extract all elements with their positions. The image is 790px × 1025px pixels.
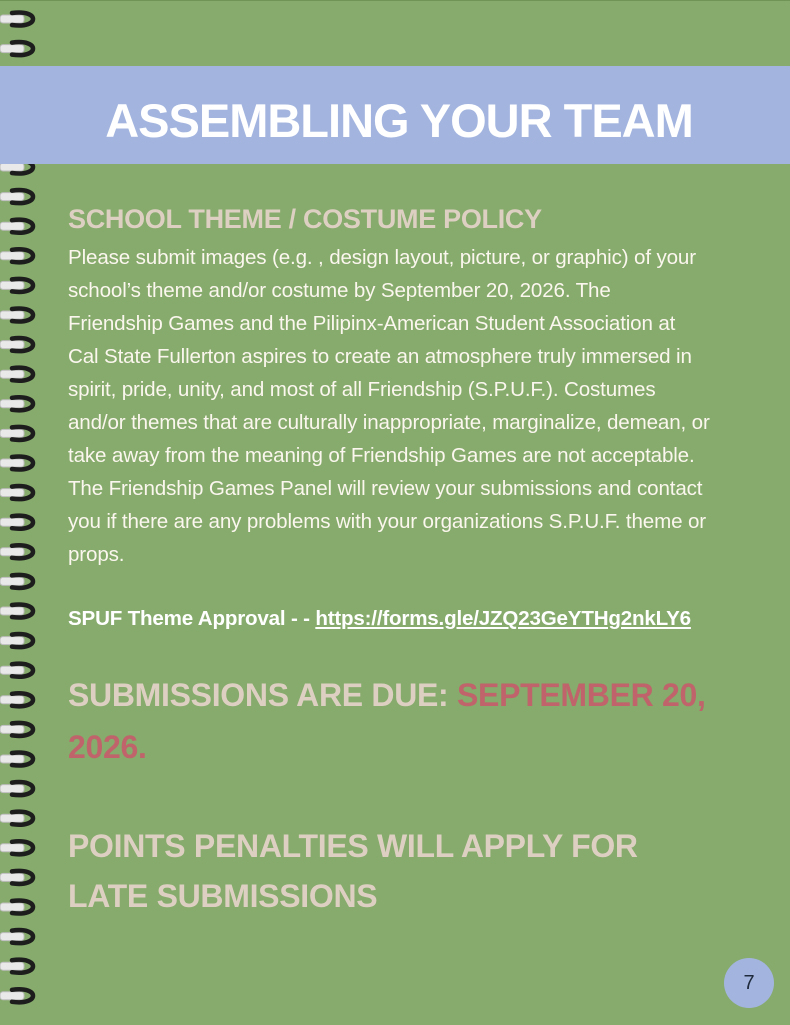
policy-line: props. bbox=[68, 543, 125, 566]
spiral-ring bbox=[0, 989, 33, 1002]
spiral-ring bbox=[0, 220, 33, 233]
spiral-ring bbox=[0, 634, 33, 647]
section-heading: SCHOOL THEME / COSTUME POLICY bbox=[68, 204, 542, 234]
spiral-ring bbox=[0, 723, 33, 736]
spiral-ring bbox=[0, 575, 33, 588]
spiral-ring bbox=[0, 604, 33, 617]
policy-line: Please submit images (e.g. , design layout, picture, or graphic) of your bbox=[68, 246, 696, 269]
spiral-ring bbox=[0, 397, 33, 410]
spiral-ring bbox=[0, 782, 33, 795]
theme-approval-link[interactable]: https://forms.gle/JZQ23GeYTHg2nkLY6 bbox=[315, 607, 691, 630]
spiral-ring bbox=[0, 812, 33, 825]
spiral-ring bbox=[0, 960, 33, 973]
spiral-ring bbox=[0, 368, 33, 381]
policy-line: school’s theme and/or costume by September 20, 2026. The bbox=[68, 279, 611, 302]
submission-deadline bbox=[68, 669, 758, 773]
spiral-ring bbox=[0, 249, 33, 262]
spiral-ring bbox=[0, 664, 33, 677]
spiral-ring bbox=[0, 545, 33, 558]
spiral-ring bbox=[0, 42, 33, 55]
spiral-ring bbox=[0, 871, 33, 884]
spiral-ring bbox=[0, 190, 33, 203]
deadline-line-1 bbox=[68, 669, 758, 721]
spiral-ring bbox=[0, 841, 33, 854]
policy-line: you if there are any problems with your organizations S.P.U.F. theme or bbox=[68, 510, 706, 533]
spiral-ring bbox=[0, 456, 33, 469]
spiral-ring bbox=[0, 427, 33, 440]
page-number-badge: 7 bbox=[724, 958, 774, 1008]
policy-line: and/or themes that are culturally inappropriate, marginalize, demean, or bbox=[68, 411, 710, 434]
spiral-ring bbox=[0, 900, 33, 913]
penalty-line-2: LATE SUBMISSIONS bbox=[68, 878, 378, 914]
spiral-ring bbox=[0, 693, 33, 706]
policy-text bbox=[68, 241, 758, 571]
theme-approval-label: SPUF Theme Approval - - bbox=[68, 607, 316, 630]
policy-line: take away from the meaning of Friendship Games are not acceptable. bbox=[68, 444, 695, 467]
deadline-year: 2026. bbox=[68, 729, 147, 765]
penalty-line-1: POINTS PENALTIES WILL APPLY FOR bbox=[68, 828, 638, 864]
spiral-ring bbox=[0, 338, 33, 351]
content-area bbox=[68, 204, 758, 921]
deadline-label: SUBMISSIONS ARE DUE: bbox=[68, 677, 457, 713]
spiral-ring bbox=[0, 752, 33, 765]
page-title: ASSEMBLING YOUR TEAM bbox=[105, 94, 693, 147]
spiral-ring bbox=[0, 279, 33, 292]
policy-line: spirit, pride, unity, and most of all Friendship (S.P.U.F.). Costumes bbox=[68, 378, 656, 401]
policy-line: Cal State Fullerton aspires to create an atmosphere truly immersed in bbox=[68, 345, 692, 368]
spiral-ring bbox=[0, 308, 33, 321]
policy-line: Friendship Games and the Pilipinx-American Student Association at bbox=[68, 312, 676, 335]
deadline-date: SEPTEMBER 20, bbox=[457, 677, 706, 713]
spiral-ring bbox=[0, 12, 33, 25]
theme-approval-line bbox=[68, 607, 758, 631]
spiral-ring bbox=[0, 486, 33, 499]
penalty-notice bbox=[68, 821, 758, 921]
policy-line: The Friendship Games Panel will review your submissions and contact bbox=[68, 477, 703, 500]
spiral-ring bbox=[0, 516, 33, 529]
spiral-ring bbox=[0, 930, 33, 943]
